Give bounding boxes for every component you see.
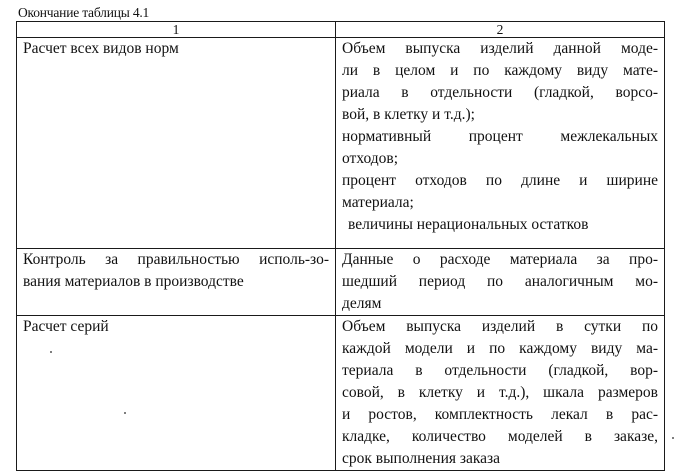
table-header-row xyxy=(17,22,665,38)
scan-speck xyxy=(672,437,674,439)
cell-text-line: ли в целом и по каждому виду мате- xyxy=(342,62,658,79)
task-cell xyxy=(17,249,336,316)
cell-text-line: совой, в клетку и т.д.), шкала размеров xyxy=(342,384,658,401)
cell-text-line: делям xyxy=(342,295,382,312)
cell-text-line: Контроль за правильностью исполь-зо- xyxy=(23,251,329,268)
cell-text-line: риала в отдельности (гладкой, ворсо- xyxy=(342,84,658,101)
cell-text-line: Расчет всех видов норм xyxy=(23,40,179,57)
scan-speck xyxy=(50,351,52,353)
cell-text-line: процент отходов по длине и ширине xyxy=(342,172,658,189)
task-cell xyxy=(17,316,336,471)
cell-text-line: Расчет серий xyxy=(23,318,109,335)
cell-text-line: шедший период по аналогичным мо- xyxy=(342,273,658,290)
requirements-table xyxy=(16,21,665,471)
cell-text-line: Объем выпуска изделий в сутки по xyxy=(342,318,658,335)
cell-text-line: срок выполнения заказа xyxy=(342,450,501,467)
cell-text-line: кладке, количество моделей в заказе, xyxy=(342,428,658,445)
scan-speck xyxy=(124,412,126,414)
cell-text-line: величины нерациональных остатков xyxy=(348,216,589,233)
cell-text-line: вой, в клетку и т.д.); xyxy=(342,106,475,123)
column-header-2: 2 xyxy=(336,22,665,38)
table-row xyxy=(17,38,665,249)
task-cell xyxy=(17,38,336,249)
data-cell xyxy=(336,249,665,316)
cell-text-line: каждой модели и по каждому виду ма- xyxy=(342,340,658,357)
cell-text-line: и ростов, комплектность лекал в рас- xyxy=(342,406,658,423)
data-cell xyxy=(336,316,665,471)
cell-text-line: Объем выпуска изделий данной моде- xyxy=(342,40,658,57)
table-caption: Окончание таблицы 4.1 xyxy=(18,5,150,20)
column-header-1: 1 xyxy=(17,22,336,38)
cell-text-line: нормативный процент межлекальных xyxy=(342,128,658,145)
data-cell xyxy=(336,38,665,249)
table-row xyxy=(17,249,665,316)
cell-text-line: отходов; xyxy=(342,150,399,167)
cell-text-line: териала в отдельности (гладкой, вор- xyxy=(342,362,658,379)
cell-text-line: Данные о расходе материала за про- xyxy=(342,251,658,268)
cell-text-line: материала; xyxy=(342,194,414,211)
table-row xyxy=(17,316,665,471)
cell-text-line: вания материалов в производстве xyxy=(23,273,244,290)
